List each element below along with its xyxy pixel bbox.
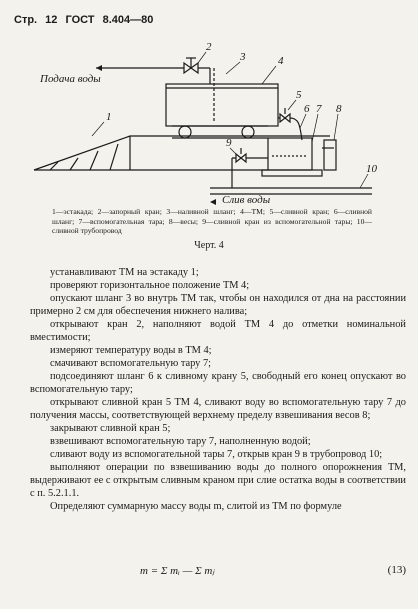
water-drain-label: Слив воды <box>222 194 271 206</box>
standard-label: ГОСТ <box>65 14 95 26</box>
formula-expression: m = Σ mᵢ — Σ mⱼ <box>140 565 215 577</box>
page-number: 12 <box>45 14 58 26</box>
valve-5 <box>280 114 290 122</box>
water-supply-label: Подача воды <box>40 73 101 85</box>
callout-4: 4 <box>278 55 284 67</box>
paragraph: измеряют температуру воды в ТМ 4; <box>50 345 212 356</box>
standard-number: 8.404—80 <box>102 14 154 26</box>
scale-8 <box>262 170 322 176</box>
paragraph: проверяют горизонтальное положение ТМ 4; <box>50 280 250 291</box>
figure-diagram <box>0 38 418 206</box>
figure-caption: 1—эстакада; 2—запорный кран; 3—наливной шланг; 4—ТМ; 5—сливной кран; 6—сливной шланг; 7—вспомогательная тара; 8—весы; 9—сливной кран из вспомогательной тары; 10—сливной трубопровод <box>52 207 372 235</box>
valve-9 <box>236 154 246 162</box>
drain-hose-6 <box>290 118 302 140</box>
procedure-text <box>30 266 406 513</box>
paragraph: открывают кран 2, наполняют водой ТМ 4 до отметки номинальной вместимости; <box>30 319 406 343</box>
page-label: Стр. <box>14 14 38 26</box>
callout-2: 2 <box>206 41 212 53</box>
paragraph: открывают сливной кран 5 ТМ 4, сливают воду во вспомогательную тару 7 до получения массы, соответствующей верхнему пределу взвешивания весов 8; <box>30 397 406 421</box>
callout-7: 7 <box>316 103 322 115</box>
callout-8: 8 <box>336 103 342 115</box>
paragraph: Определяют суммарную массу воды m, слитой из ТМ по формуле <box>50 501 342 512</box>
formula-13 <box>140 556 406 586</box>
tank-body <box>166 84 278 126</box>
callout-1: 1 <box>106 111 112 123</box>
paragraph: выполняют операции по взвешиванию воды до полного опорожнения ТМ, выдерживают ее с открытым сливным краном при слие остатка воды в соответствии с п. 5.2.1.1. <box>30 462 406 499</box>
paragraph: смачивают вспомогательную тару 7; <box>50 358 212 369</box>
paragraph: опускают шланг 3 во внутрь ТМ так, чтобы он находился от дна на расстоянии примерно 2 см для обеспечения нижнего налива; <box>30 293 406 317</box>
paragraph: закрывают сливной кран 5; <box>50 423 171 434</box>
paragraph: устанавливают ТМ на эстакаду 1; <box>50 267 199 278</box>
paragraph: сливают воду из вспомогательной тары 7, открыв кран 9 в трубопровод 10; <box>50 449 383 460</box>
paragraph: взвешивают вспомогательную тару 7, наполненную водой; <box>50 436 311 447</box>
paragraph: подсоединяют шланг 6 к сливному крану 5, свободный его конец опускают во вспомогательную тару; <box>30 371 406 395</box>
callout-6: 6 <box>304 103 310 115</box>
formula-number: (13) <box>387 564 406 576</box>
callout-5: 5 <box>296 89 302 101</box>
callout-9: 9 <box>226 137 232 149</box>
page-header <box>14 14 158 26</box>
aux-container-7 <box>268 138 312 170</box>
overpass-ramp <box>34 136 330 170</box>
callout-3: 3 <box>240 51 246 63</box>
callout-10: 10 <box>366 163 377 175</box>
figure-title: Черт. 4 <box>194 240 224 251</box>
